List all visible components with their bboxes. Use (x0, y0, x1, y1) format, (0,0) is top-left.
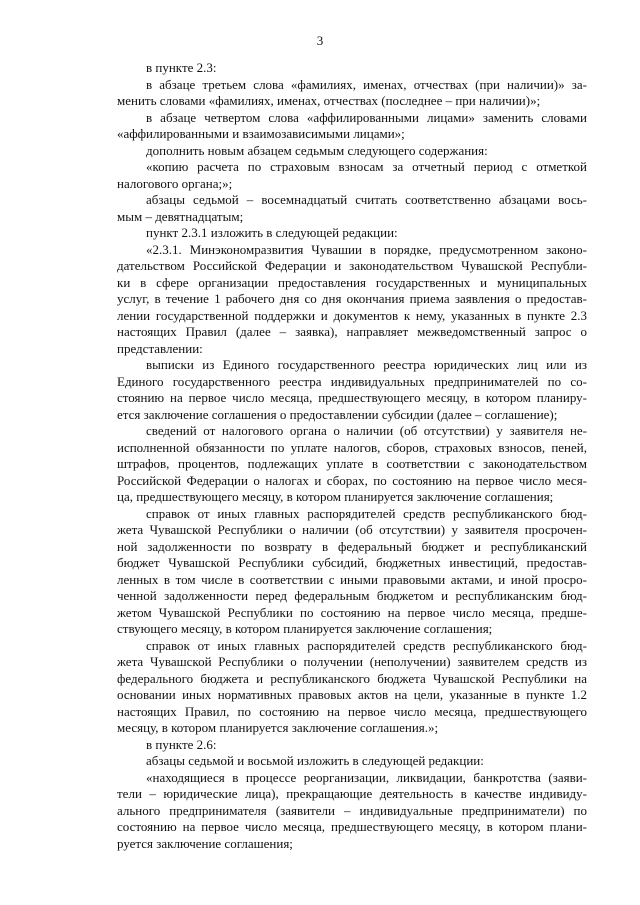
text-line: в абзаце четвертом слова «аффилированными лицами» заменить словами (146, 109, 587, 125)
text-line: основании иных нормативных правовых актов на цели, указанные в пункте 1.2 (117, 687, 587, 702)
text-line: Единого государственного реестра индивидуальных предпринимателей по со- (117, 373, 587, 389)
text-line: справок от иных главных распорядителей средств республиканского бюд- (146, 637, 587, 653)
text-line: лении государственной поддержки и документов к нему, указанных в пункте 2.3 (117, 307, 587, 323)
text-line: штрафов, процентов, подлежащих уплате в соответствии с законодательством (117, 456, 587, 471)
body-text (117, 60, 587, 852)
text-line: выписки из Единого государственного реестра юридических лиц или из (146, 357, 587, 372)
text-line: дательством Российской Федерации и законодательством Чувашской Республи- (117, 258, 587, 273)
text-line: «аффилированными и взаимозависимыми лицами»; (117, 126, 405, 141)
text-line: услуг, в течение 1 рабочего дня со дня окончания приема заявления о предостав- (117, 291, 587, 306)
text-line: ствующего месяцу, в котором планируется заключение соглашения; (117, 621, 493, 636)
text-line: бюджет Чувашской Республики субсидий, бюджетных инвестиций, предостав- (117, 555, 587, 570)
text-line: настоящих Правил (далее – заявка), направляет межведомственный запрос о (117, 324, 587, 339)
text-line: «копию расчета по страховым взносам за отчетный период с отметкой (146, 159, 587, 174)
text-line: ки в сфере организации предоставления государственных и муниципальных (117, 274, 587, 290)
text-line: руется заключение соглашения; (117, 835, 293, 851)
text-line: абзацы седьмой и восьмой изложить в следующей редакции: (146, 753, 484, 768)
text-line: жетом Чувашской Республики по состоянию на первое число месяца, предше- (117, 604, 587, 620)
text-line: федерального бюджета и республиканского бюджета Чувашской Республики на (117, 670, 587, 686)
text-line: ального предпринимателя (заявители – индивидуальные предприниматели) по (117, 802, 587, 818)
page-number: 3 (316, 33, 324, 48)
text-line: стоянию на первое число месяца, предшествующего месяцу, в котором планиру- (117, 390, 587, 405)
text-line: в абзаце третьем слова «фамилиях, именах, отчествах (при наличии)» за- (146, 76, 587, 92)
text-line: пункт 2.3.1 изложить в следующей редакции: (146, 225, 398, 240)
text-line: представлении: (117, 340, 203, 356)
text-line: абзацы седьмой – восемнадцатый считать соответственно абзацами вось- (146, 192, 587, 207)
text-line: жета Чувашской Республики о получении (неполучении) заявителем средств из (117, 654, 587, 669)
text-line: менить словами «фамилиях, именах, отчествах (последнее – при наличии)»; (117, 93, 541, 108)
text-line: ется заключение соглашения о предоставлении субсидии (далее – соглашение); (117, 406, 558, 422)
text-line: в пункте 2.6: (146, 736, 217, 752)
text-line: состоянию на первое число месяца, предшествующего месяцу, в котором плани- (117, 819, 587, 834)
text-line: налогового органа;»; (117, 175, 233, 191)
text-line: ленных в том числе в соответствии с иными правовыми актами, и иной просро- (117, 571, 587, 587)
text-line: месяцу, в котором планируется заключение соглашения.»; (117, 720, 439, 735)
text-line: «находящиеся в процессе реорганизации, ликвидации, банкротства (заяви- (146, 769, 587, 785)
text-line: настоящих Правил, по состоянию на первое число месяца, предшествующего (117, 703, 587, 719)
text-line: ченной задолженности перед федеральным бюджетом и республиканским бюд- (117, 588, 587, 603)
text-line: ца, предшествующего месяцу, в котором планируется заключение соглашения; (117, 489, 554, 504)
text-line: Российской Федерации о налогах и сборах, по состоянию на первое число меся- (117, 472, 587, 488)
text-line: дополнить новым абзацем седьмым следующего содержания: (146, 142, 488, 158)
text-line: в пункте 2.3: (146, 60, 217, 75)
text-line: жета Чувашской Республики о наличии (об отсутствии) у заявителя просрочен- (117, 522, 587, 537)
text-line: справок от иных главных распорядителей средств республиканского бюд- (146, 505, 587, 521)
text-line: «2.3.1. Минэкономразвития Чувашии в порядке, предусмотренном законо- (146, 241, 587, 257)
text-line: мым – девятнадцатым; (117, 208, 244, 224)
text-line: тели – юридические лица), прекращающие деятельность в качестве индивиду- (117, 786, 587, 801)
text-line: ной задолженности по возврату в федеральный бюджет и республиканский (117, 538, 587, 554)
text-line: исполненной обязанности по уплате налогов, сборов, страховых взносов, пеней, (117, 439, 587, 455)
text-line: сведений от налогового органа о наличии (об отсутствии) у заявителя не- (146, 423, 587, 438)
